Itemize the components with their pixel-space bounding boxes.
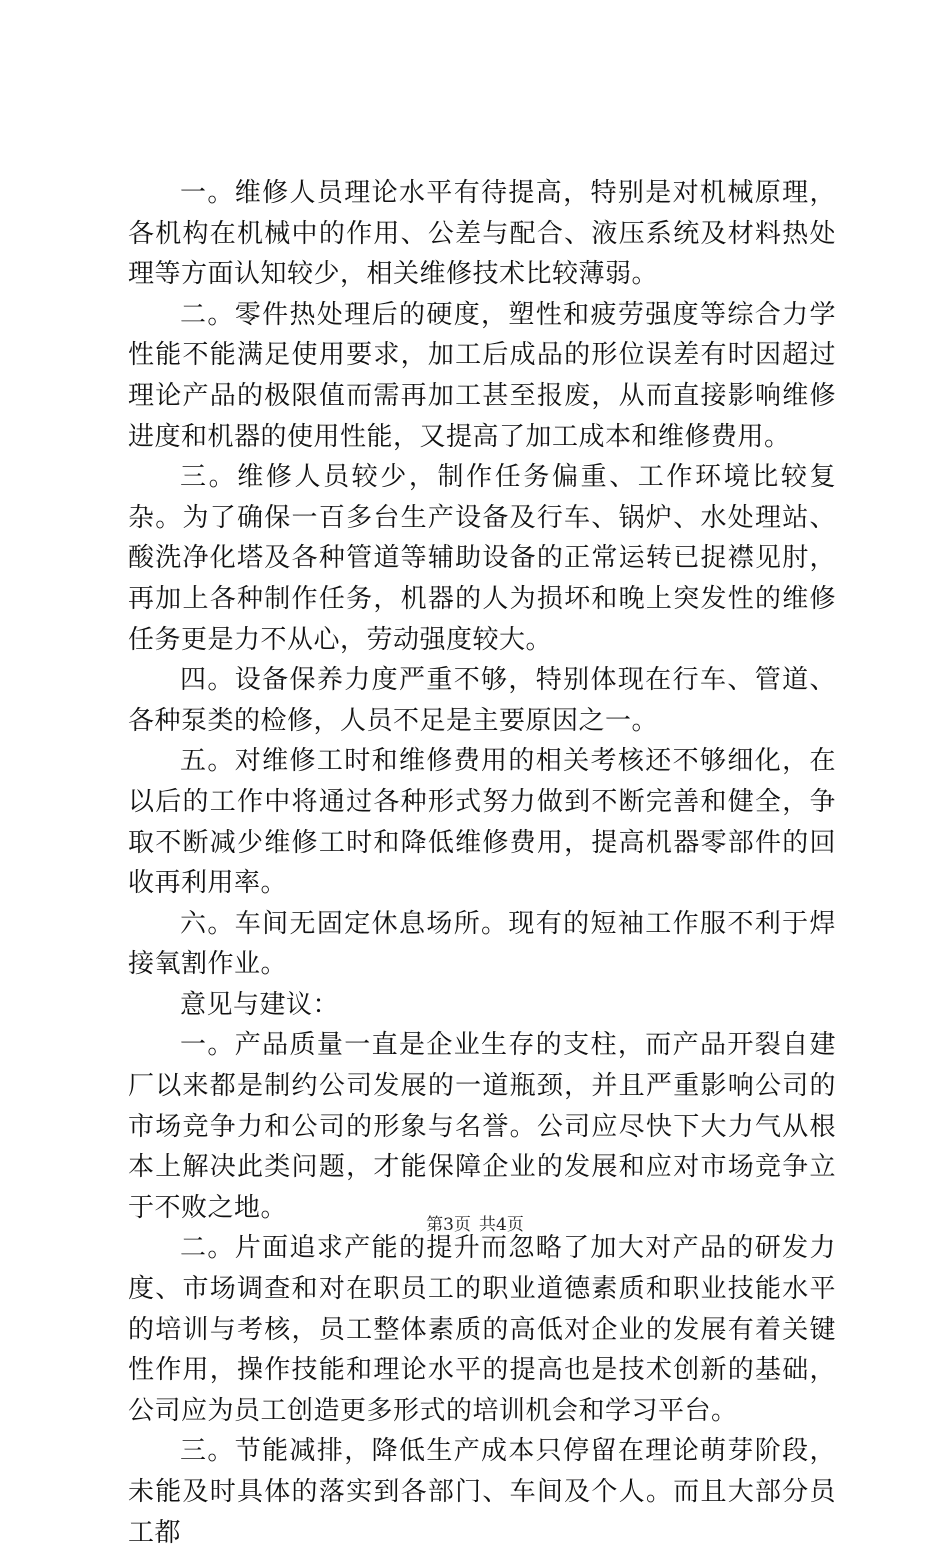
paragraph-7: 一。产品质量一直是企业生存的支柱，而产品开裂自建厂以来都是制约公司发展的一道瓶颈，并且严重影响公司的市场竞争力和公司的形象与名誉。公司应尽快下大力气从根本上解决此类问题，才能保障企业的发展和应对市场竞争立于不败之地。 bbox=[128, 1030, 836, 1223]
paragraph-8: 二。片面追求产能的提升而忽略了加大对产品的研发力度、市场调查和对在职员工的职业道德素质和职业技能水平的培训与考核，员工整体素质的高低对企业的发展有着关键性作用，操作技能和理论水平的提高也是技术创新的基础，公司应为员工创造更多形式的培训机会和学习平台。 bbox=[128, 1233, 836, 1426]
section-heading-suggestions: 意见与建议： bbox=[180, 989, 340, 1020]
paragraph-1: 一。维修人员理论水平有待提高，特别是对机械原理，各机构在机械中的作用、公差与配合、液压系统及材料热处理等方面认知较少，相关维修技术比较薄弱。 bbox=[128, 178, 836, 290]
paragraph-4: 四。设备保养力度严重不够，特别体现在行车、管道、各种泵类的检修，人员不足是主要原因之一。 bbox=[128, 665, 836, 736]
paragraph-3: 三。维修人员较少，制作任务偏重、工作环境比较复杂。为了确保一百多台生产设备及行车、锅炉、水处理站、酸洗净化塔及各种管道等辅助设备的正常运转已捉襟见肘，再加上各种制作任务，机器的人为损坏和晚上突发性的维修任务更是力不从心，劳动强度较大。 bbox=[128, 462, 836, 655]
page-footer bbox=[0, 1213, 950, 1237]
page-number: 第3页 bbox=[426, 1215, 471, 1235]
paragraph-2: 二。零件热处理后的硬度，塑性和疲劳强度等综合力学性能不能满足使用要求，加工后成品的形位误差有时因超过理论产品的极限值而需再加工甚至报废，从而直接影响维修进度和机器的使用性能，又提高了加工成本和维修费用。 bbox=[128, 299, 836, 452]
page-total: 共4页 bbox=[479, 1215, 524, 1235]
paragraph-9: 三。节能减排，降低生产成本只停留在理论萌芽阶段，未能及时具体的落实到各部门、车间及个人。而且大部分员工都 bbox=[128, 1436, 836, 1548]
document-body bbox=[128, 173, 836, 1553]
paragraph-5: 五。对维修工时和维修费用的相关考核还不够细化，在以后的工作中将通过各种形式努力做到不断完善和健全，争取不断减少维修工时和降低维修费用，提高机器零部件的回收再利用率。 bbox=[128, 746, 836, 899]
paragraph-6: 六。车间无固定休息场所。现有的短袖工作服不利于焊接氧割作业。 bbox=[128, 908, 836, 980]
